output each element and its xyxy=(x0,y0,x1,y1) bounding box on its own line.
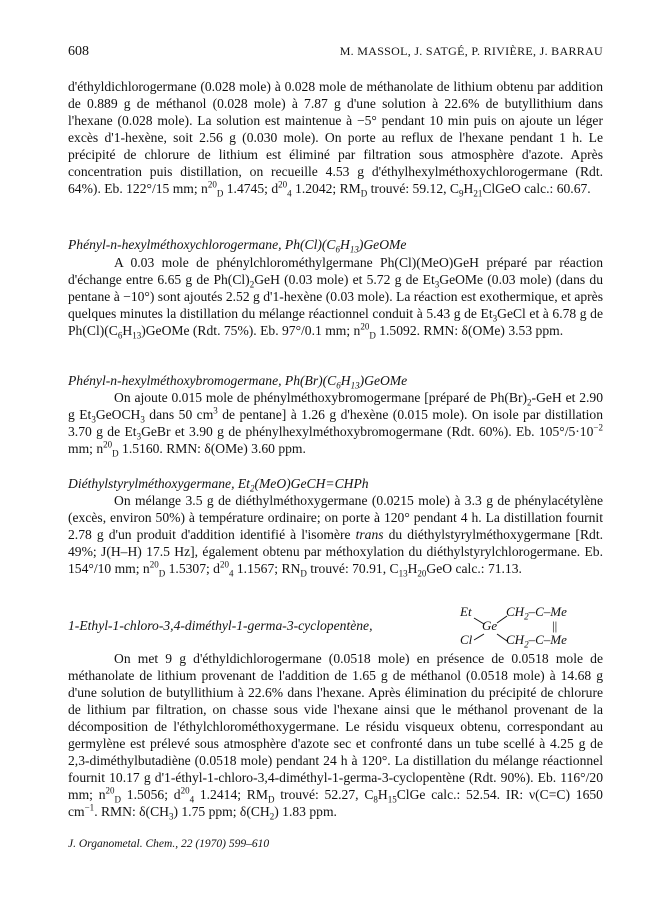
section-heading-phenyl-hexyl-chloro: Phényl-n-hexylméthoxychlorogermane, $Ph(Cl)(C_6H_{13})GeOMe$ xyxy=(68,237,407,255)
structural-formula xyxy=(460,604,610,650)
journal-footer: J. Organometal. Chem., 22 (1970) 599–610 xyxy=(68,838,270,850)
section-heading-germacyclopentene: 1-Ethyl-1-chloro-3,4-diméthyl-1-germa-3-cyclopentène, xyxy=(68,618,373,633)
structure-ge: Ge xyxy=(482,618,498,633)
paragraph-5: On met 9 g d'éthyldichlorogermane (0.0518 mole) en présence de 0.0518 mole de méthanolate de lithium provenant de l'addition de 1.65 g de méthanol (0.0518 mole) à 14.68 g d'une solution de butyllithium à 22.6% dans l'hexane. Après élimination du précipité de chlorure de lithium par filtration, on chasse sous vide l'hexane ainsi que le méthanol provenant de la décomposition de l'éthylchlorométhoxygermane. Le résidu visqueux obtenu, correspondant au germylène est prélevé sous atmosphère d'azote sec et confronté dans un tube scellé à 4.25 g de 2,3-diméthylbutadiène (0.0518 mole) pendant 24 h à 120°. La distillation du mélange réactionnel fournit 10.17 g d'1-éthyl-1-chloro-3,4-diméthyl-1-germa-3-cyclopentène (Rdt. 90%). Eb. 116°/20 mm; $n^{20}_D$ 1.5056; $d^{20}_4$ 1.2414; $RM_D$ trouvé: 52.27, $C_8H_{15}ClGe$ calc.: 52.54. IR: ν(C=C) 1650 $cm^{-1}$. RMN: $\delta(CH_3)$ 1.75 ppm; $\delta(CH_2)$ 1.83 ppm. xyxy=(68,651,603,822)
paragraph-4: On mélange 3.5 g de diéthylméthoxygermane (0.0215 mole) à 3.3 g de phénylacétylène (excès, environ 50%) à température ordinaire; on porte à 120° pendant 4 h. La distillation fournit 2.78 g d'un produit d'addition identifié à l'isomère trans du diéthylstyrylméthoxygermane [Rdt. 49%; J(H–H) 17.5 Hz], également obtenu par méthoxylation du diéthylstyrylchlorogermane. Eb. 154°/10 mm; $n^{20}_D$ 1.5307; $d^{20}_4$ 1.1567; $RN_D$ trouvé: 70.91, $C_{13}H_{20}GeO$ calc.: 71.13. xyxy=(68,493,604,579)
paragraph-1: d'éthyldichlorogermane (0.028 mole) à 0.028 mole de méthanolate de lithium obtenu par addition de 0.889 g de méthanol (0.028 mole) à 7.87 g d'une solution à 22.6% de butyllithium dans l'hexane (0.028 mole). La solution est maintenue à −5° pendant 10 min puis on ajoute un léger excès d'1-hexène, soit 2.56 g (0.030 mole). On porte au reflux de l'hexane pendant 1 h. Le précipité de chlorure de lithium est éliminé par filtration sous atmosphère d'azote. Après concentration puis distillation, on recueille 4.53 g d'éthylhexylméthoxychlorogermane (Rdt. 64%). Eb. 122°/15 mm; $n^{20}_D$ 1.4745; $d^{20}_4$ 1.2042; $RM_D$ trouvé: 59.12, $C_9H_{21}ClGeO$ calc.: 60.67. xyxy=(68,79,603,199)
structure-cl: Cl xyxy=(460,632,473,647)
structure-double-bond: || xyxy=(552,618,558,633)
page-number: 608 xyxy=(68,44,89,59)
structure-et: Et xyxy=(460,604,472,619)
running-head: M. MASSOL, J. SATGÉ, P. RIVIÈRE, J. BARRAU xyxy=(339,44,603,58)
paragraph-2: A 0.03 mole de phénylchlorométhylgermane Ph(Cl)(MeO)GeH préparé par réaction d'échange entre 6.65 g de $Ph(Cl)_2GeH$ (0.03 mole) et 5.72 g de $Et_3GeOMe$ (0.03 mole) (dans du pentane à −10°) sont ajoutés 2.52 g d'1-hexène (0.03 mole). La réaction est exothermique, et après quelques minutes la distillation du mélange réactionnel conduit à 5.43 g de $Et_3GeCl$ et à 6.78 g de $Ph(Cl)(C_6H_{13})GeOMe$ (Rdt. 75%). Eb. 97°/0.1 mm; $n^{20}_D$ 1.5092. RMN: δ(OMe) 3.53 ppm. xyxy=(68,255,604,341)
paragraph-3: On ajoute 0.015 mole de phénylméthoxybromogermane [préparé de $Ph(Br)_2$-GeH et 2.90 g $Et_3GeOCH_3$ dans 50 $cm^3$ de pentane] à 1.26 g d'hexène (0.015 mole). On isole par distillation 3.70 g de $Et_3GeBr$ et 3.90 g de phénylhexylméthoxybromogermane (Rdt. 60%). Eb. $105^\circ/5\cdot 10^{-2}$ mm; $n^{20}_D$ 1.5160. RMN: δ(OMe) 3.60 ppm. xyxy=(68,390,604,459)
structure-ch2-bottom: $CH_2-C-Me$ xyxy=(506,632,567,650)
section-heading-diethylstyryl: Diéthylstyrylméthoxygermane, $Et_2(MeO)GeCH=CHPh$ xyxy=(68,476,369,494)
page-header xyxy=(68,44,603,62)
compound-block xyxy=(68,604,603,650)
section-heading-phenyl-hexyl-bromo: Phényl-n-hexylméthoxybromogermane, $Ph(Br)(C_6H_{13})GeOMe$ xyxy=(68,373,408,391)
p1-text: d'éthyldichlorogermane (0.028 mole) à 0.028 mole de méthanolate de lithium obtenu par addition de 0.889 g de méthanol (0.028 mole) à 7.87 g d'une solution à 22.6% de butyllithium dans l'hexane (0.028 mole). La solution est maintenue à −5° pendant 10 min puis on ajoute un léger excès d'1-hexène, soit 2.56 g (0.030 mole). On porte au reflux de l'hexane pendant 1 h. Le précipité de chlorure de lithium est éliminé par filtration sous atmosphère d'azote. Après concentration puis distillation, on recueille 4.53 g d'éthylhexylméthoxychlorogermane (Rdt. 64%). Eb. 122°/15 mm; n xyxy=(68,79,603,196)
structure-ch2-top: $CH_2-C-Me$ xyxy=(506,604,567,622)
